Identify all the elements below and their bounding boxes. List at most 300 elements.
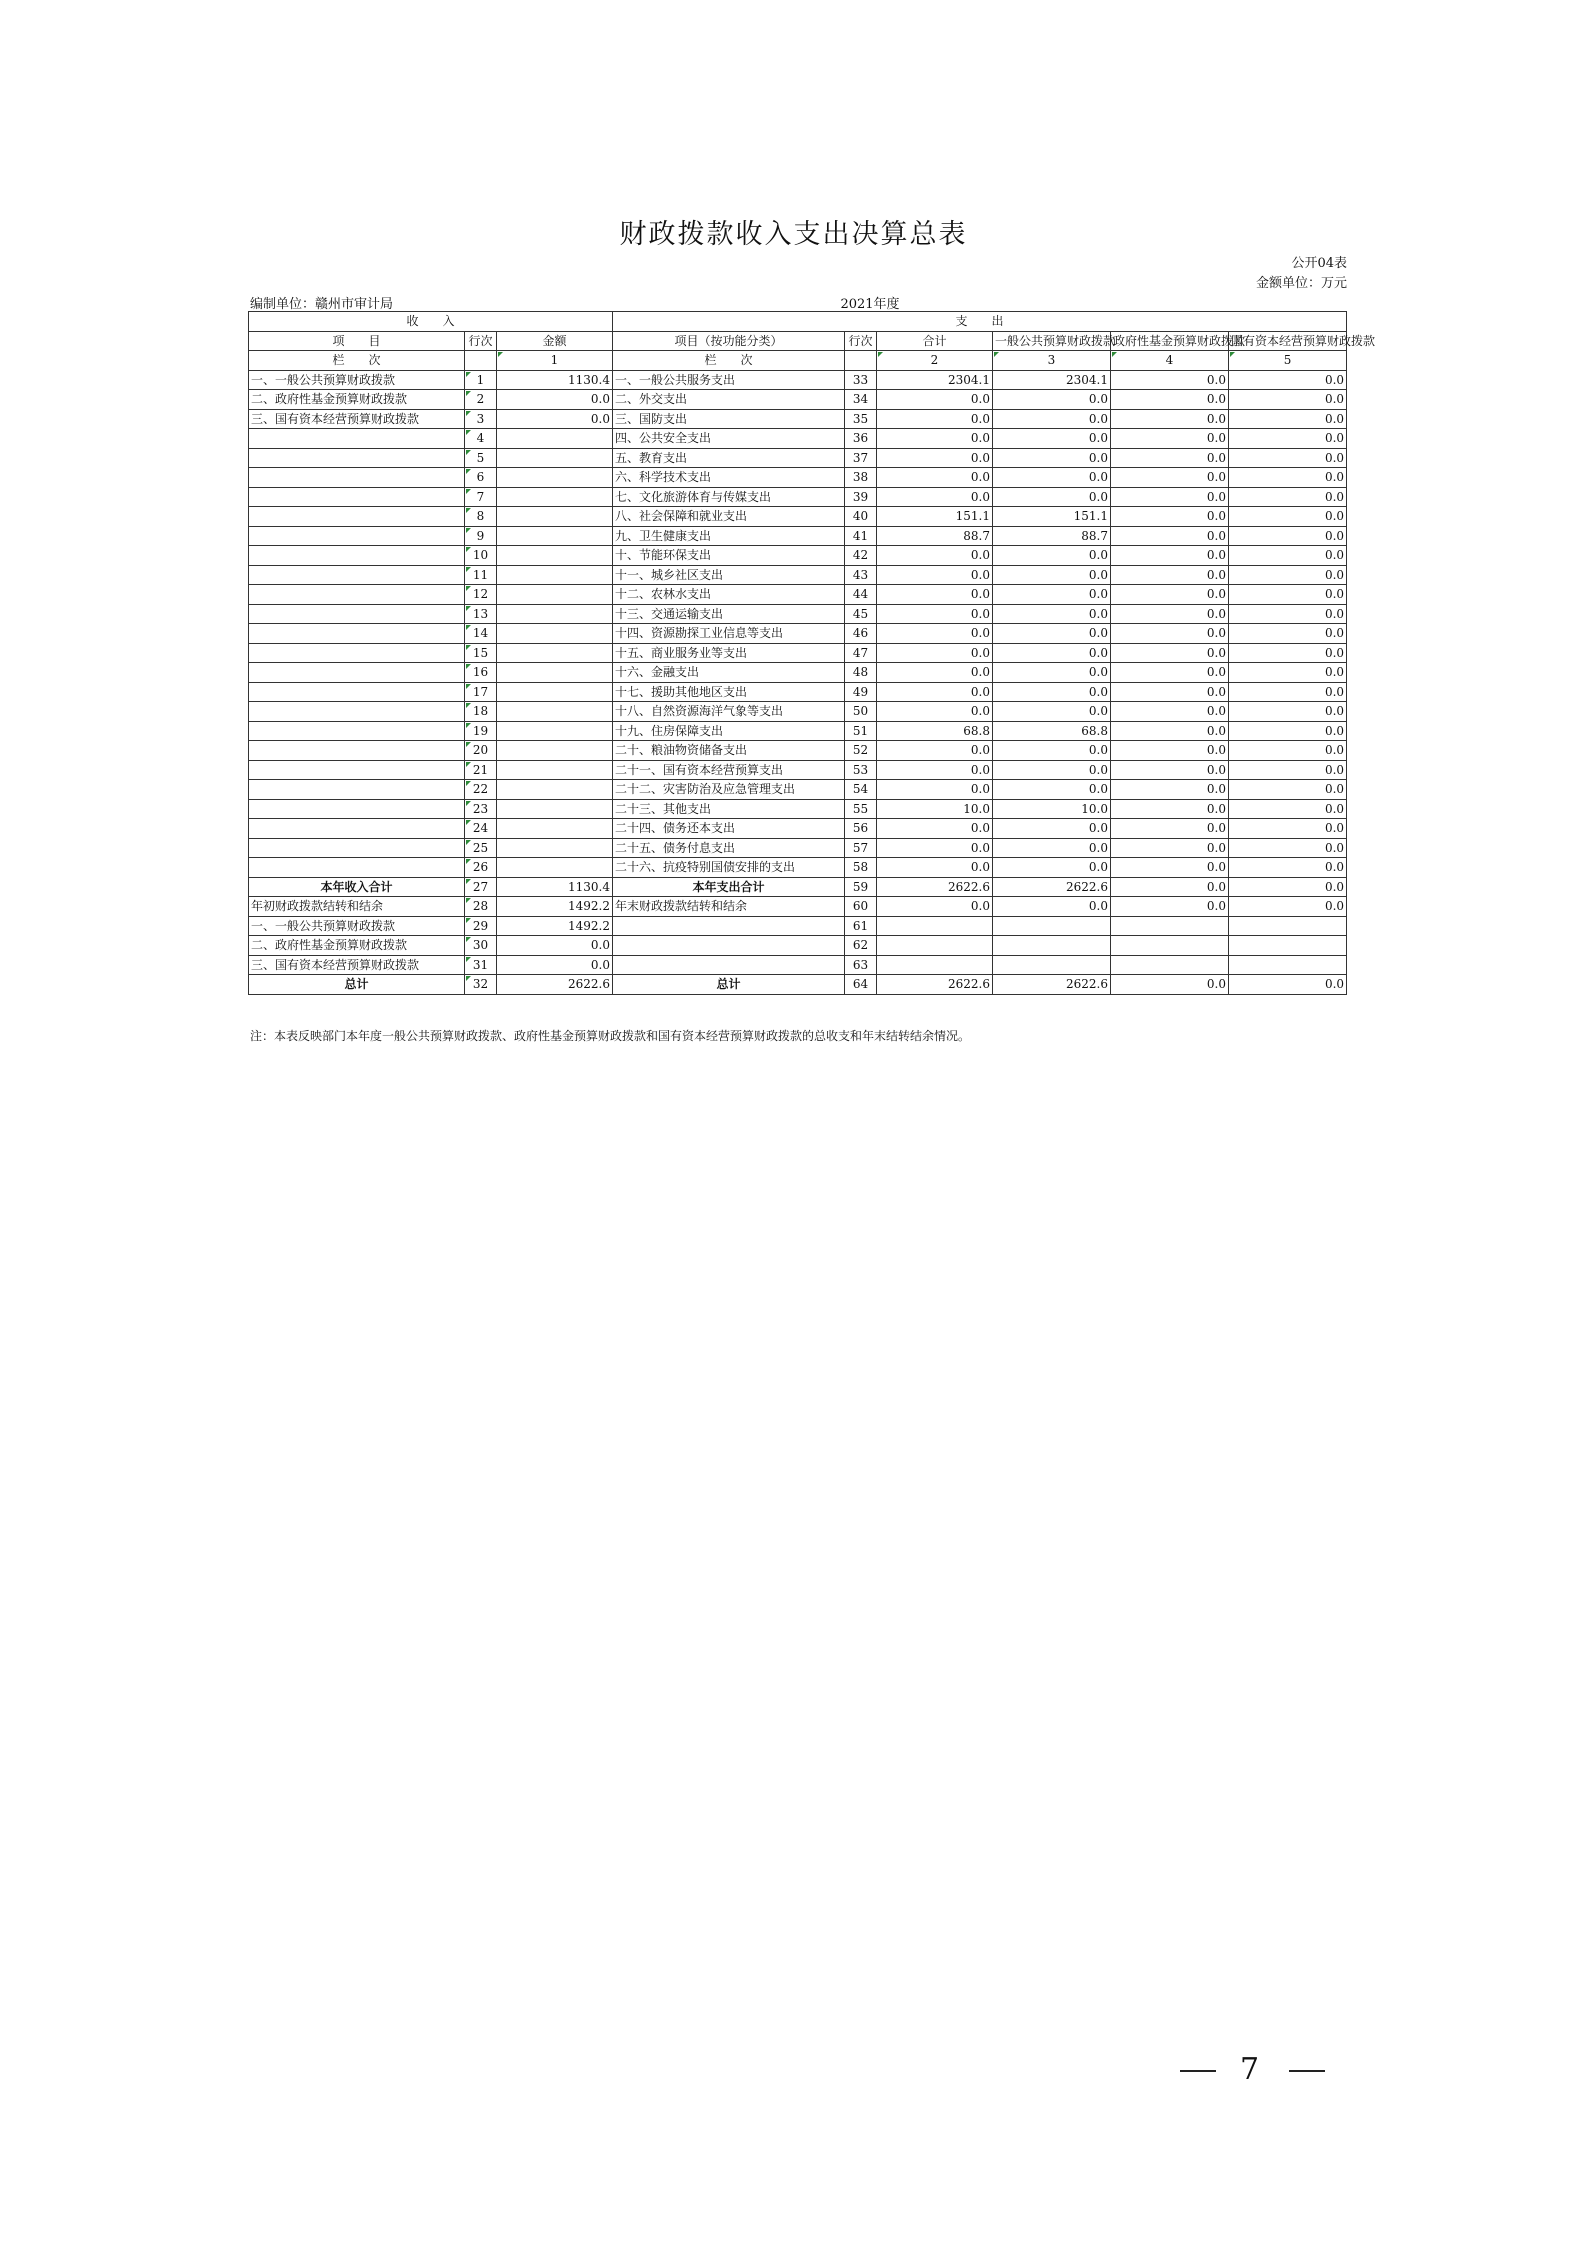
gov-fund-amount: 0.0 [1111,409,1229,429]
gen-budget-amount: 10.0 [993,799,1111,819]
col-header-gen-budget: 一般公共预算财政拨款 [993,331,1111,351]
gen-budget-amount: 0.0 [993,760,1111,780]
col-number-4: 4 [1111,351,1229,371]
col-header-line: 行次 [465,331,497,351]
state-capital-amount: 0.0 [1229,877,1347,897]
income-amount [497,448,613,468]
expense-line: 38 [845,468,877,488]
state-capital-amount: 0.0 [1229,390,1347,410]
income-amount [497,838,613,858]
amount-unit: 金额单位：万元 [1255,276,1347,291]
table-note: 注：本表反映部门本年度一般公共预算财政拨款、政府性基金预算财政拨款和国有资本经营预算财政拨款的总收支和年末结转结余情况。 [250,1029,971,1043]
income-amount [497,624,613,644]
expense-line: 59 [845,877,877,897]
gen-budget-amount: 0.0 [993,409,1111,429]
gov-fund-amount: 0.0 [1111,702,1229,722]
col-header-gov-fund: 政府性基金预算财政拨款 [1111,331,1229,351]
income-line: 28 [465,897,497,917]
expense-line: 64 [845,975,877,995]
expense-total: 0.0 [877,741,993,761]
income-line: 4 [465,429,497,449]
gov-fund-amount: 0.0 [1111,819,1229,839]
state-capital-amount: 0.0 [1229,409,1347,429]
expense-item: 四、公共安全支出 [613,429,845,449]
expense-item: 二十四、债务还本支出 [613,819,845,839]
state-capital-amount: 0.0 [1229,526,1347,546]
expense-item: 十三、交通运输支出 [613,604,845,624]
table-row [249,916,1347,936]
expense-line: 60 [845,897,877,917]
income-amount [497,799,613,819]
gov-fund-amount: 0.0 [1111,799,1229,819]
table-row [249,877,1347,897]
expense-line: 54 [845,780,877,800]
expense-item: 二十六、抗疫特别国债安排的支出 [613,858,845,878]
expense-section-header: 支 出 [613,312,1347,332]
income-item [249,838,465,858]
gov-fund-amount: 0.0 [1111,448,1229,468]
state-capital-amount: 0.0 [1229,682,1347,702]
income-item [249,429,465,449]
income-item [249,741,465,761]
gov-fund-amount: 0.0 [1111,721,1229,741]
table-row [249,604,1347,624]
table-row [249,858,1347,878]
expense-total: 0.0 [877,409,993,429]
income-line: 12 [465,585,497,605]
income-item [249,585,465,605]
income-section-header: 收 入 [249,312,613,332]
table-row [249,585,1347,605]
expense-item: 一、一般公共服务支出 [613,370,845,390]
state-capital-amount: 0.0 [1229,663,1347,683]
table-row [249,663,1347,683]
state-capital-amount [1229,955,1347,975]
table-row [249,936,1347,956]
expense-total: 0.0 [877,897,993,917]
income-item [249,858,465,878]
expense-total: 0.0 [877,429,993,449]
gen-budget-amount: 0.0 [993,546,1111,566]
gov-fund-amount: 0.0 [1111,370,1229,390]
income-amount: 1130.4 [497,370,613,390]
table-row [249,468,1347,488]
income-line: 29 [465,916,497,936]
gen-budget-amount: 0.0 [993,487,1111,507]
state-capital-amount: 0.0 [1229,487,1347,507]
expense-total: 0.0 [877,838,993,858]
gen-budget-amount: 2304.1 [993,370,1111,390]
expense-item: 九、卫生健康支出 [613,526,845,546]
gov-fund-amount: 0.0 [1111,897,1229,917]
form-number: 公开04表 [1291,256,1347,271]
expense-line: 36 [845,429,877,449]
income-line: 24 [465,819,497,839]
income-item [249,643,465,663]
expense-total: 0.0 [877,487,993,507]
income-line: 19 [465,721,497,741]
expense-total: 0.0 [877,546,993,566]
col-header-state-capital: 国有资本经营预算财政拨款 [1229,331,1347,351]
income-line: 6 [465,468,497,488]
col-number-3: 3 [993,351,1111,371]
expense-line: 52 [845,741,877,761]
table-row [249,975,1347,995]
expense-line: 40 [845,507,877,527]
expense-line: 51 [845,721,877,741]
table-row [249,799,1347,819]
income-amount [497,487,613,507]
expense-item: 十二、农林水支出 [613,585,845,605]
gen-budget-amount: 0.0 [993,741,1111,761]
table-row [249,624,1347,644]
expense-total: 0.0 [877,624,993,644]
page-title: 财政拨款收入支出决算总表 [619,219,968,250]
income-line: 3 [465,409,497,429]
income-amount [497,468,613,488]
gov-fund-amount: 0.0 [1111,838,1229,858]
state-capital-amount: 0.0 [1229,819,1347,839]
income-line: 1 [465,370,497,390]
expense-item: 二十二、灾害防治及应急管理支出 [613,780,845,800]
expense-total: 0.0 [877,780,993,800]
income-amount [497,760,613,780]
expense-item: 二十三、其他支出 [613,799,845,819]
gov-fund-amount [1111,955,1229,975]
income-item: 三、国有资本经营预算财政拨款 [249,409,465,429]
income-amount: 0.0 [497,955,613,975]
income-line: 5 [465,448,497,468]
table-row [249,507,1347,527]
gen-budget-amount: 151.1 [993,507,1111,527]
income-amount [497,507,613,527]
expense-item [613,916,845,936]
header-row-sections [249,312,1347,332]
income-line: 25 [465,838,497,858]
gen-budget-amount: 0.0 [993,585,1111,605]
gen-budget-amount: 68.8 [993,721,1111,741]
income-line: 20 [465,741,497,761]
expense-item: 八、社会保障和就业支出 [613,507,845,527]
expense-line: 56 [845,819,877,839]
table-row [249,448,1347,468]
expense-total: 0.0 [877,682,993,702]
state-capital-amount: 0.0 [1229,780,1347,800]
table-row [249,702,1347,722]
gen-budget-amount: 0.0 [993,702,1111,722]
expense-item: 二十五、债务付息支出 [613,838,845,858]
expense-item: 十六、金融支出 [613,663,845,683]
gov-fund-amount: 0.0 [1111,585,1229,605]
income-amount: 1130.4 [497,877,613,897]
gov-fund-amount: 0.0 [1111,624,1229,644]
table-row [249,955,1347,975]
table-row [249,682,1347,702]
gen-budget-amount: 0.0 [993,643,1111,663]
expense-line: 45 [845,604,877,624]
income-line: 23 [465,799,497,819]
expense-line: 46 [845,624,877,644]
gen-budget-amount: 88.7 [993,526,1111,546]
expense-line: 44 [845,585,877,605]
income-line: 13 [465,604,497,624]
expense-item [613,936,845,956]
income-item: 二、政府性基金预算财政拨款 [249,390,465,410]
expense-line: 61 [845,916,877,936]
income-item [249,448,465,468]
income-amount [497,858,613,878]
expense-line: 43 [845,565,877,585]
income-item: 三、国有资本经营预算财政拨款 [249,955,465,975]
table-row [249,780,1347,800]
income-item [249,663,465,683]
gen-budget-amount [993,916,1111,936]
income-line: 2 [465,390,497,410]
expense-line: 58 [845,858,877,878]
income-item [249,721,465,741]
income-line: 14 [465,624,497,644]
expense-line: 48 [845,663,877,683]
col-header-item: 项 目 [249,331,465,351]
expense-line: 33 [845,370,877,390]
gen-budget-amount: 0.0 [993,429,1111,449]
col-header-line-2: 行次 [845,331,877,351]
expense-line: 53 [845,760,877,780]
income-amount [497,780,613,800]
gov-fund-amount [1111,916,1229,936]
income-amount: 1492.2 [497,897,613,917]
expense-line: 55 [845,799,877,819]
income-amount [497,741,613,761]
income-item [249,682,465,702]
income-line: 7 [465,487,497,507]
expense-line: 42 [845,546,877,566]
expense-total: 0.0 [877,663,993,683]
income-item: 一、一般公共预算财政拨款 [249,916,465,936]
gov-fund-amount: 0.0 [1111,975,1229,995]
expense-item: 二十一、国有资本经营预算支出 [613,760,845,780]
income-item: 年初财政拨款结转和结余 [249,897,465,917]
income-amount [497,585,613,605]
income-amount [497,643,613,663]
state-capital-amount: 0.0 [1229,448,1347,468]
table-row [249,819,1347,839]
expense-total: 0.0 [877,643,993,663]
state-capital-amount: 0.0 [1229,702,1347,722]
expense-total: 0.0 [877,760,993,780]
gen-budget-amount [993,936,1111,956]
gov-fund-amount: 0.0 [1111,604,1229,624]
expense-total: 10.0 [877,799,993,819]
expense-total: 0.0 [877,390,993,410]
expense-item: 十、节能环保支出 [613,546,845,566]
gen-budget-amount: 0.0 [993,565,1111,585]
income-line: 32 [465,975,497,995]
expense-item: 十七、援助其他地区支出 [613,682,845,702]
header-row-columns [249,331,1347,351]
col-label: 栏 次 [249,351,465,371]
expense-item: 五、教育支出 [613,448,845,468]
income-item [249,565,465,585]
expense-total: 0.0 [877,565,993,585]
expense-item: 本年支出合计 [613,877,845,897]
expense-line: 47 [845,643,877,663]
gen-budget-amount: 0.0 [993,624,1111,644]
expense-total: 0.0 [877,819,993,839]
table-row [249,546,1347,566]
state-capital-amount [1229,916,1347,936]
income-item [249,780,465,800]
gen-budget-amount: 0.0 [993,390,1111,410]
table-row [249,721,1347,741]
expense-line: 49 [845,682,877,702]
income-line: 22 [465,780,497,800]
table-row [249,370,1347,390]
expense-total: 2304.1 [877,370,993,390]
expense-line: 39 [845,487,877,507]
gov-fund-amount: 0.0 [1111,429,1229,449]
gen-budget-amount: 0.0 [993,448,1111,468]
state-capital-amount: 0.0 [1229,799,1347,819]
expense-total: 0.0 [877,468,993,488]
gov-fund-amount: 0.0 [1111,741,1229,761]
income-amount [497,721,613,741]
income-amount [497,526,613,546]
col-number-blank [465,351,497,371]
gen-budget-amount: 2622.6 [993,877,1111,897]
gov-fund-amount: 0.0 [1111,643,1229,663]
col-label-2: 栏 次 [613,351,845,371]
table-row [249,487,1347,507]
gen-budget-amount [993,955,1111,975]
expense-item: 十一、城乡社区支出 [613,565,845,585]
income-line: 11 [465,565,497,585]
expense-total: 0.0 [877,585,993,605]
income-item [249,819,465,839]
expense-line: 57 [845,838,877,858]
income-amount: 0.0 [497,390,613,410]
income-item [249,702,465,722]
gen-budget-amount: 0.0 [993,604,1111,624]
income-amount: 1492.2 [497,916,613,936]
expense-total [877,936,993,956]
state-capital-amount: 0.0 [1229,760,1347,780]
expense-item: 七、文化旅游体育与传媒支出 [613,487,845,507]
col-number-2: 2 [877,351,993,371]
state-capital-amount: 0.0 [1229,741,1347,761]
col-header-amount: 金额 [497,331,613,351]
col-header-total: 合计 [877,331,993,351]
expense-total: 68.8 [877,721,993,741]
state-capital-amount: 0.0 [1229,468,1347,488]
income-line: 27 [465,877,497,897]
state-capital-amount: 0.0 [1229,429,1347,449]
state-capital-amount: 0.0 [1229,721,1347,741]
state-capital-amount: 0.0 [1229,897,1347,917]
gen-budget-amount: 0.0 [993,468,1111,488]
income-line: 17 [465,682,497,702]
expense-total: 0.0 [877,604,993,624]
gov-fund-amount: 0.0 [1111,487,1229,507]
income-line: 18 [465,702,497,722]
income-line: 26 [465,858,497,878]
state-capital-amount [1229,936,1347,956]
state-capital-amount: 0.0 [1229,643,1347,663]
table-row [249,838,1347,858]
expense-item: 十九、住房保障支出 [613,721,845,741]
income-amount [497,702,613,722]
page-number-footer [1180,2052,1325,2087]
table-row [249,760,1347,780]
income-line: 16 [465,663,497,683]
expense-total: 151.1 [877,507,993,527]
expense-item: 二、外交支出 [613,390,845,410]
income-line: 15 [465,643,497,663]
table-row [249,390,1347,410]
expense-total: 2622.6 [877,877,993,897]
income-amount [497,429,613,449]
expense-item: 总计 [613,975,845,995]
gen-budget-amount: 0.0 [993,682,1111,702]
income-item [249,624,465,644]
dash-left [1180,2070,1216,2072]
income-amount [497,819,613,839]
income-amount [497,565,613,585]
budget-table [248,311,1376,995]
expense-line: 62 [845,936,877,956]
gen-budget-amount: 0.0 [993,819,1111,839]
state-capital-amount: 0.0 [1229,370,1347,390]
expense-total [877,955,993,975]
table-row [249,409,1347,429]
gen-budget-amount: 0.0 [993,858,1111,878]
income-item [249,604,465,624]
state-capital-amount: 0.0 [1229,975,1347,995]
income-item: 一、一般公共预算财政拨款 [249,370,465,390]
expense-item [613,955,845,975]
state-capital-amount: 0.0 [1229,624,1347,644]
table-row [249,741,1347,761]
expense-line: 35 [845,409,877,429]
expense-line: 34 [845,390,877,410]
expense-total: 0.0 [877,858,993,878]
header-row-numbers [249,351,1347,371]
income-line: 30 [465,936,497,956]
expense-item: 二十、粮油物资储备支出 [613,741,845,761]
expense-total: 88.7 [877,526,993,546]
table-row [249,565,1347,585]
expense-total: 0.0 [877,448,993,468]
state-capital-amount: 0.0 [1229,858,1347,878]
income-item [249,468,465,488]
income-amount: 2622.6 [497,975,613,995]
income-line: 9 [465,526,497,546]
income-item: 二、政府性基金预算财政拨款 [249,936,465,956]
income-item [249,546,465,566]
col-number-1: 1 [497,351,613,371]
gen-budget-amount: 0.0 [993,897,1111,917]
gen-budget-amount: 0.0 [993,780,1111,800]
income-amount [497,663,613,683]
expense-item: 十八、自然资源海洋气象等支出 [613,702,845,722]
gov-fund-amount: 0.0 [1111,760,1229,780]
expense-line: 63 [845,955,877,975]
income-item: 本年收入合计 [249,877,465,897]
gov-fund-amount: 0.0 [1111,468,1229,488]
gen-budget-amount: 0.0 [993,663,1111,683]
compiling-unit: 编制单位：赣州市审计局 [250,297,394,312]
gov-fund-amount [1111,936,1229,956]
